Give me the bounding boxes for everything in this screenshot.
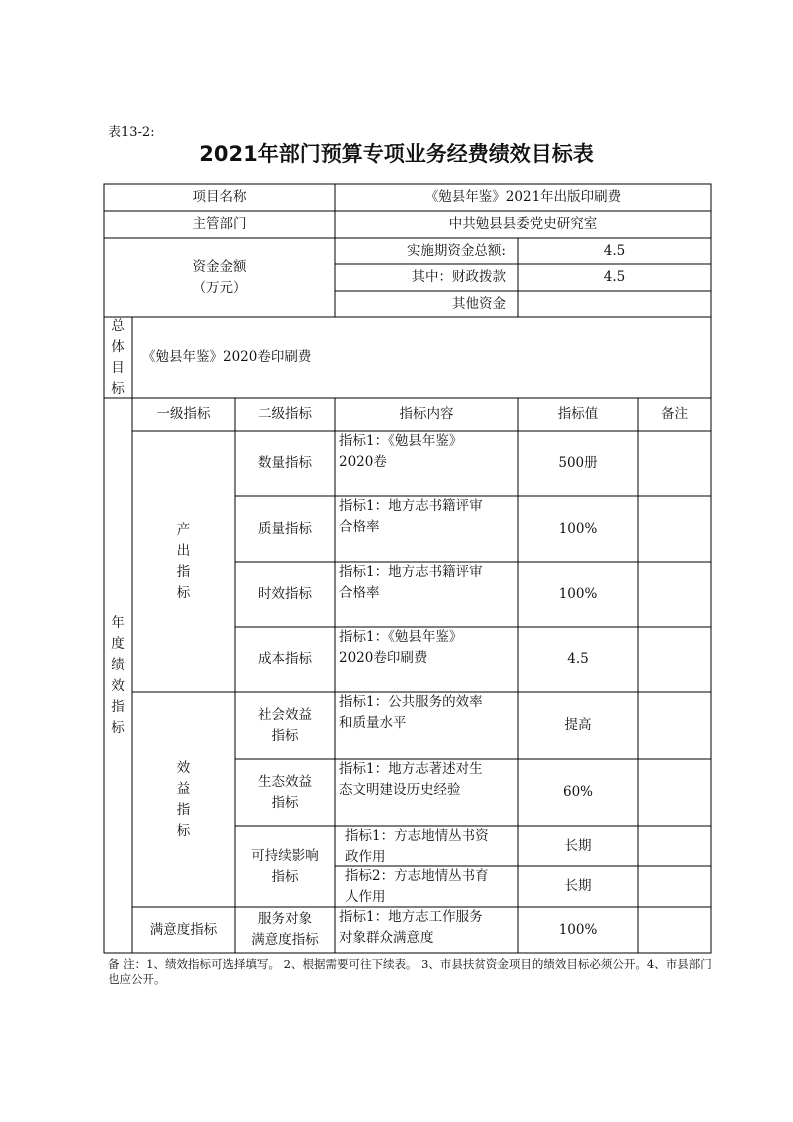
dept-value: 中共勉县县委党史研究室 [448, 216, 598, 232]
table-label: 表13-2: [108, 125, 155, 140]
content-line: 2020卷印刷费 [339, 650, 428, 666]
content-cell [335, 692, 518, 759]
content-line: 指标1：方志地情丛书资 [345, 828, 489, 844]
goal-char: 体 [111, 338, 125, 355]
overall-goal-text: 《勉县年鉴》2020卷印刷费 [142, 349, 312, 365]
content-line: 对象群众满意度 [339, 930, 434, 946]
level2-text: 质量指标 [258, 520, 312, 537]
level2-cell [235, 826, 335, 907]
annual-char: 度 [111, 635, 125, 652]
note-cell [638, 759, 711, 826]
output-char: 标 [176, 584, 191, 601]
value-cell: 长期 [564, 878, 592, 894]
note-cell [638, 562, 711, 627]
level2-cell [235, 496, 335, 562]
output-indicator-group [132, 431, 235, 692]
level2-text: 指标 [271, 794, 299, 811]
dept-label: 主管部门 [192, 216, 247, 232]
content-line: 合格率 [339, 585, 380, 601]
note-cell [638, 692, 711, 759]
benefit-char: 指 [176, 801, 191, 818]
level2-text: 服务对象 [258, 911, 312, 927]
value-cell: 100% [558, 586, 598, 602]
content-line: 指标1：地方志书籍评审 [339, 498, 483, 514]
note-cell [638, 627, 711, 692]
content-cell [335, 866, 518, 907]
content-cell [335, 562, 518, 627]
value-cell: 60% [562, 784, 593, 800]
annual-char: 效 [111, 677, 125, 694]
content-cell [335, 759, 518, 826]
col-header-level1: 一级指标 [156, 406, 211, 422]
level2-text: 社会效益 [258, 706, 312, 723]
level2-text: 指标 [271, 727, 299, 744]
fiscal-funds-value: 4.5 [603, 269, 626, 285]
note-cell [638, 866, 711, 907]
content-line: 人作用 [345, 889, 386, 905]
level2-cell [235, 562, 335, 627]
level2-text: 生态效益 [258, 773, 312, 790]
content-line: 指标1：地方志工作服务 [339, 909, 483, 925]
annual-char: 年 [111, 614, 125, 631]
total-funds-label: 实施期资金总额: [406, 242, 506, 259]
content-line: 指标1：《勉县年鉴》 [339, 629, 463, 645]
note-cell [638, 431, 711, 496]
fiscal-funds-label: 其中：财政拨款 [411, 269, 506, 285]
goal-char: 总 [111, 317, 125, 334]
level2-cell [235, 431, 335, 496]
note-cell [638, 826, 711, 866]
funds-label [104, 238, 335, 317]
page-title: 2021年部门预算专项业务经费绩效目标表 [199, 142, 594, 166]
annual-indicator-label [104, 398, 132, 953]
level2-text: 指标 [271, 868, 299, 885]
funds-label-line2: （万元） [192, 279, 247, 296]
project-name-value: 《勉县年鉴》2021年出版印刷费 [424, 189, 622, 205]
content-cell [335, 826, 518, 866]
level2-cell [235, 692, 335, 759]
goal-char: 目 [111, 359, 125, 376]
content-line: 指标2：方志地情丛书育 [345, 868, 489, 884]
content-line: 态文明建设历史经验 [339, 782, 461, 798]
content-line: 指标1：地方志著述对生 [339, 761, 483, 777]
level2-text: 可持续影响 [251, 847, 319, 864]
value-cell: 提高 [564, 717, 592, 733]
value-cell: 100% [558, 520, 598, 537]
content-line: 指标1：公共服务的效率 [339, 694, 483, 710]
output-char: 出 [176, 542, 191, 559]
benefit-indicator-group [132, 692, 235, 907]
col-header-note: 备注 [661, 406, 688, 422]
value-cell: 500册 [558, 455, 598, 471]
level2-text: 时效指标 [258, 586, 312, 602]
total-funds-value: 4.5 [603, 242, 626, 259]
satisfaction-indicator-group: 满意度指标 [149, 921, 218, 938]
level2-text: 数量指标 [258, 455, 312, 471]
content-cell [335, 496, 518, 562]
content-cell [335, 907, 518, 953]
note-cell [638, 907, 711, 953]
level2-text: 满意度指标 [251, 932, 319, 948]
value-cell: 长期 [564, 837, 592, 854]
project-name-label: 项目名称 [192, 189, 247, 205]
annual-char: 标 [111, 719, 125, 736]
annual-char: 指 [111, 698, 125, 715]
content-cell [335, 627, 518, 692]
footnote: 备 注：1、绩效指标可选择填写。 2、根据需要可往下续表。 3、市县扶贫资金项目的绩效目标必须公开。4、市县部门也应公开。 [108, 957, 712, 986]
level2-cell [235, 759, 335, 826]
other-funds-value [518, 291, 711, 317]
content-line: 和质量水平 [339, 715, 407, 731]
content-line: 指标1：《勉县年鉴》 [339, 433, 463, 449]
benefit-char: 标 [176, 822, 191, 839]
level2-cell [235, 627, 335, 692]
value-cell: 100% [558, 921, 598, 938]
overall-goal-label [104, 317, 132, 398]
value-cell: 4.5 [567, 651, 589, 667]
content-line: 合格率 [339, 519, 380, 535]
benefit-char: 益 [176, 780, 191, 797]
content-line: 政作用 [345, 849, 386, 865]
goal-char: 标 [111, 380, 125, 397]
col-header-value: 指标值 [557, 406, 599, 422]
content-cell [335, 431, 518, 496]
output-char: 指 [176, 563, 191, 580]
col-header-content: 指标内容 [399, 406, 454, 422]
benefit-char: 效 [176, 759, 191, 776]
funds-label-line1: 资金金额 [192, 258, 247, 275]
content-line: 2020卷 [339, 454, 387, 470]
note-cell [638, 496, 711, 562]
level2-cell [235, 907, 335, 953]
content-line: 指标1：地方志书籍评审 [339, 564, 483, 580]
other-funds-label: 其他资金 [452, 295, 506, 312]
output-char: 产 [176, 521, 191, 538]
col-header-level2: 二级指标 [258, 406, 312, 422]
level2-text: 成本指标 [258, 651, 312, 667]
annual-char: 绩 [111, 656, 125, 673]
